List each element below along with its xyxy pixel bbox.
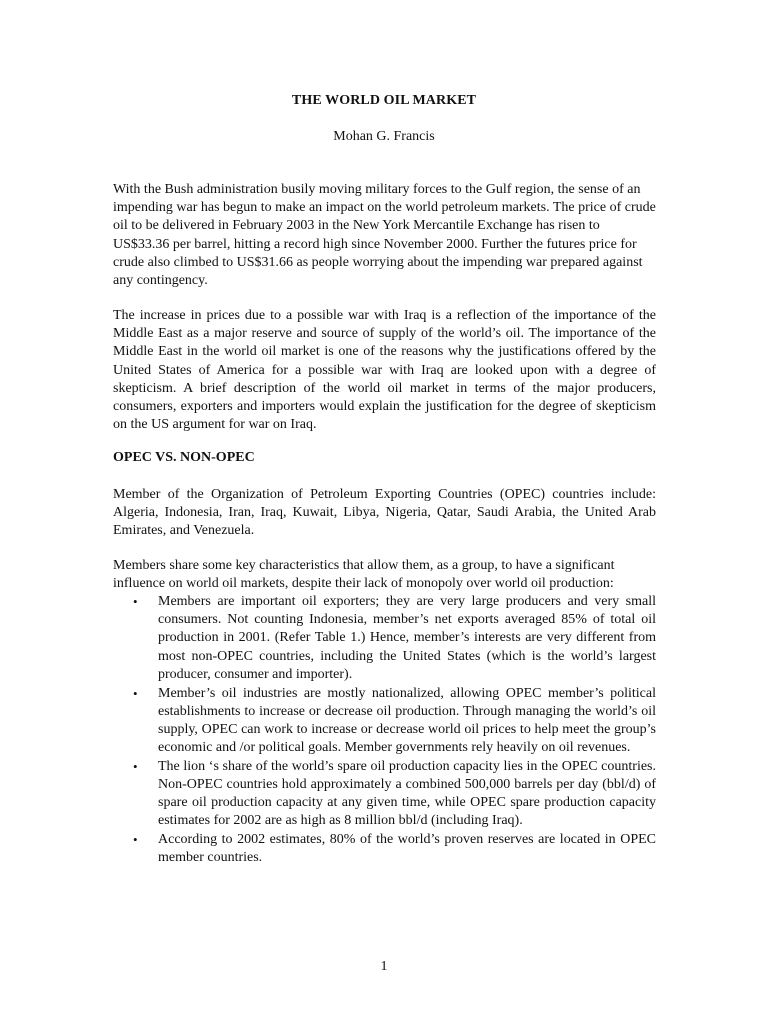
list-item — [113, 593, 656, 684]
list-item-text: The lion ‘s share of the world’s spare oil production capacity lies in the OPEC countries. Non-OPEC countries hold approximately a combined 500,000 barrels per day (bbl/d) of spare oil production capacity at any given time, while OPEC spare production capacity estimates for 2002 are as high as 8 million bbl/d (including Iraq). — [158, 758, 656, 829]
list-item-text: Member’s oil industries are mostly nationalized, allowing OPEC member’s political establishments to increase or decrease oil production. Through managing the world’s oil supply, OPEC can work to increase or decrease world oil prices to help meet the group’s economic and /or political goals. Member governments rely heavily on oil revenues. — [158, 685, 656, 756]
document-title: THE WORLD OIL MARKET — [291, 93, 477, 108]
characteristics-intro-paragraph: Members share some key characteristics that allow them, as a group, to have a significant influence on world oil markets, despite their lack of monopoly over world oil production: — [113, 558, 615, 592]
author-name: Mohan G. Francis — [333, 129, 435, 144]
section-heading: OPEC VS. NON-OPEC — [113, 450, 255, 465]
context-paragraph: The increase in prices due to a possible war with Iraq is a reflection of the importance of the Middle East as a major reserve and source of supply of the world’s oil. The importance of the Middle East in the world oil market is one of the reasons why the justifications offered by the United States of America for a possible war with Iraq are looked upon with a degree of skepticism. A brief description of the world oil market in terms of the major producers, consumers, exporters and importers would explain the justification for the degree of skepticism on the US argument for war on Iraq. — [113, 308, 656, 433]
list-item — [113, 685, 656, 758]
bullet-dot-icon: • — [133, 832, 138, 848]
list-item-text: Members are important oil exporters; they are very large producers and very small consumers. Not counting Indonesia, member’s net exports averaged 85% of total oil production in 2001. (Refer Table 1.) Hence, member’s interests are very different from most non-OPEC countries, including the United States (which is the world’s largest producer, consumer and importer). — [158, 594, 656, 682]
page-number: 1 — [380, 959, 388, 974]
list-item — [113, 758, 656, 831]
list-item — [113, 831, 656, 867]
list-item-text: According to 2002 estimates, 80% of the world’s proven reserves are located in OPEC member countries. — [158, 832, 656, 866]
intro-paragraph: With the Bush administration busily moving military forces to the Gulf region, the sense of an impending war has begun to make an impact on the world petroleum markets. The price of crude oil to be delivered in February 2003 in the New York Mercantile Exchange has risen to US$33.36 per barrel, hitting a record high since November 2000. Further the futures price for crude also climbed to US$31.66 as people worrying about the impending war prepared against any contingency. — [113, 182, 656, 289]
bullet-dot-icon: • — [133, 685, 138, 701]
bullet-dot-icon: • — [133, 594, 138, 609]
bullet-dot-icon: • — [133, 758, 138, 774]
characteristics-list — [113, 593, 656, 868]
opec-members-paragraph: Member of the Organization of Petroleum Exporting Countries (OPEC) countries include: Algeria, Indonesia, Iran, Iraq, Kuwait, Libya, Nigeria, Qatar, Saudi Arabia, the United Arab Emirates, and Venezuela. — [113, 487, 656, 539]
